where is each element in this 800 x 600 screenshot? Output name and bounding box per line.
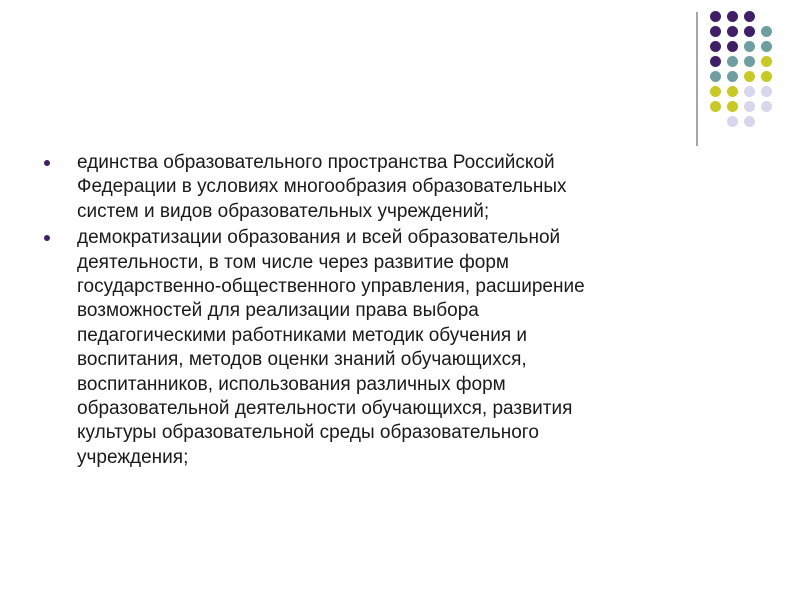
bullet-marker-icon xyxy=(44,235,50,241)
bullet-line: воспитанников, использования различных форм xyxy=(77,373,506,395)
bullet-line: учреждения; xyxy=(77,446,189,468)
bullet-marker-icon xyxy=(44,160,50,166)
decorative-dot-icon xyxy=(727,11,738,22)
decorative-dot-icon xyxy=(744,86,755,97)
decorative-dot-icon xyxy=(744,101,755,112)
bullet-item xyxy=(44,151,734,224)
decorative-dot-icon xyxy=(727,26,738,37)
decorative-dot-icon xyxy=(710,56,721,67)
decorative-dot-icon xyxy=(744,71,755,82)
bullet-line: образовательной деятельности обучающихся, развития xyxy=(77,398,573,420)
bullet-line: Федерации в условиях многообразия образовательных xyxy=(77,176,567,198)
decorative-dot-icon xyxy=(727,86,738,97)
bullet-item xyxy=(44,226,734,470)
decorative-dot-icon xyxy=(761,56,772,67)
decorative-dot-icon xyxy=(744,116,755,127)
decorative-dot-icon xyxy=(744,26,755,37)
vertical-divider xyxy=(696,12,698,146)
bullet-line: единства образовательного пространства Российской xyxy=(77,152,555,173)
bullet-line: воспитания, методов оценки знаний обучающихся, xyxy=(77,349,527,371)
decorative-dot-icon xyxy=(761,71,772,82)
decorative-dot-icon xyxy=(727,56,738,67)
bullet-line: возможностей для реализации права выбора xyxy=(77,300,479,322)
decorative-dot-icon xyxy=(710,71,721,82)
decorative-dot-icon xyxy=(761,26,772,37)
decorative-dot-grid xyxy=(710,11,790,131)
bullet-line: деятельности, в том числе через развитие форм xyxy=(77,251,509,273)
decorative-dot-icon xyxy=(710,86,721,97)
decorative-dot-icon xyxy=(710,11,721,22)
decorative-dot-icon xyxy=(744,11,755,22)
decorative-dot-icon xyxy=(710,41,721,52)
decorative-dot-icon xyxy=(761,41,772,52)
decorative-dot-icon xyxy=(727,41,738,52)
bullet-list xyxy=(44,151,734,472)
decorative-dot-icon xyxy=(727,101,738,112)
decorative-dot-icon xyxy=(710,101,721,112)
bullet-line: педагогическими работниками методик обучения и xyxy=(77,324,527,346)
decorative-dot-icon xyxy=(727,71,738,82)
decorative-dot-icon xyxy=(744,56,755,67)
bullet-line: демократизации образования и всей образовательной xyxy=(77,227,561,249)
decorative-dot-icon xyxy=(761,86,772,97)
bullet-line: культуры образовательной среды образовательного xyxy=(77,422,539,444)
decorative-dot-icon xyxy=(710,26,721,37)
decorative-dot-icon xyxy=(761,101,772,112)
decorative-dot-icon xyxy=(744,41,755,52)
decorative-dot-icon xyxy=(727,116,738,127)
bullet-line: систем и видов образовательных учреждений; xyxy=(77,200,490,222)
bullet-line: государственно-общественного управления, расширение xyxy=(77,276,585,298)
